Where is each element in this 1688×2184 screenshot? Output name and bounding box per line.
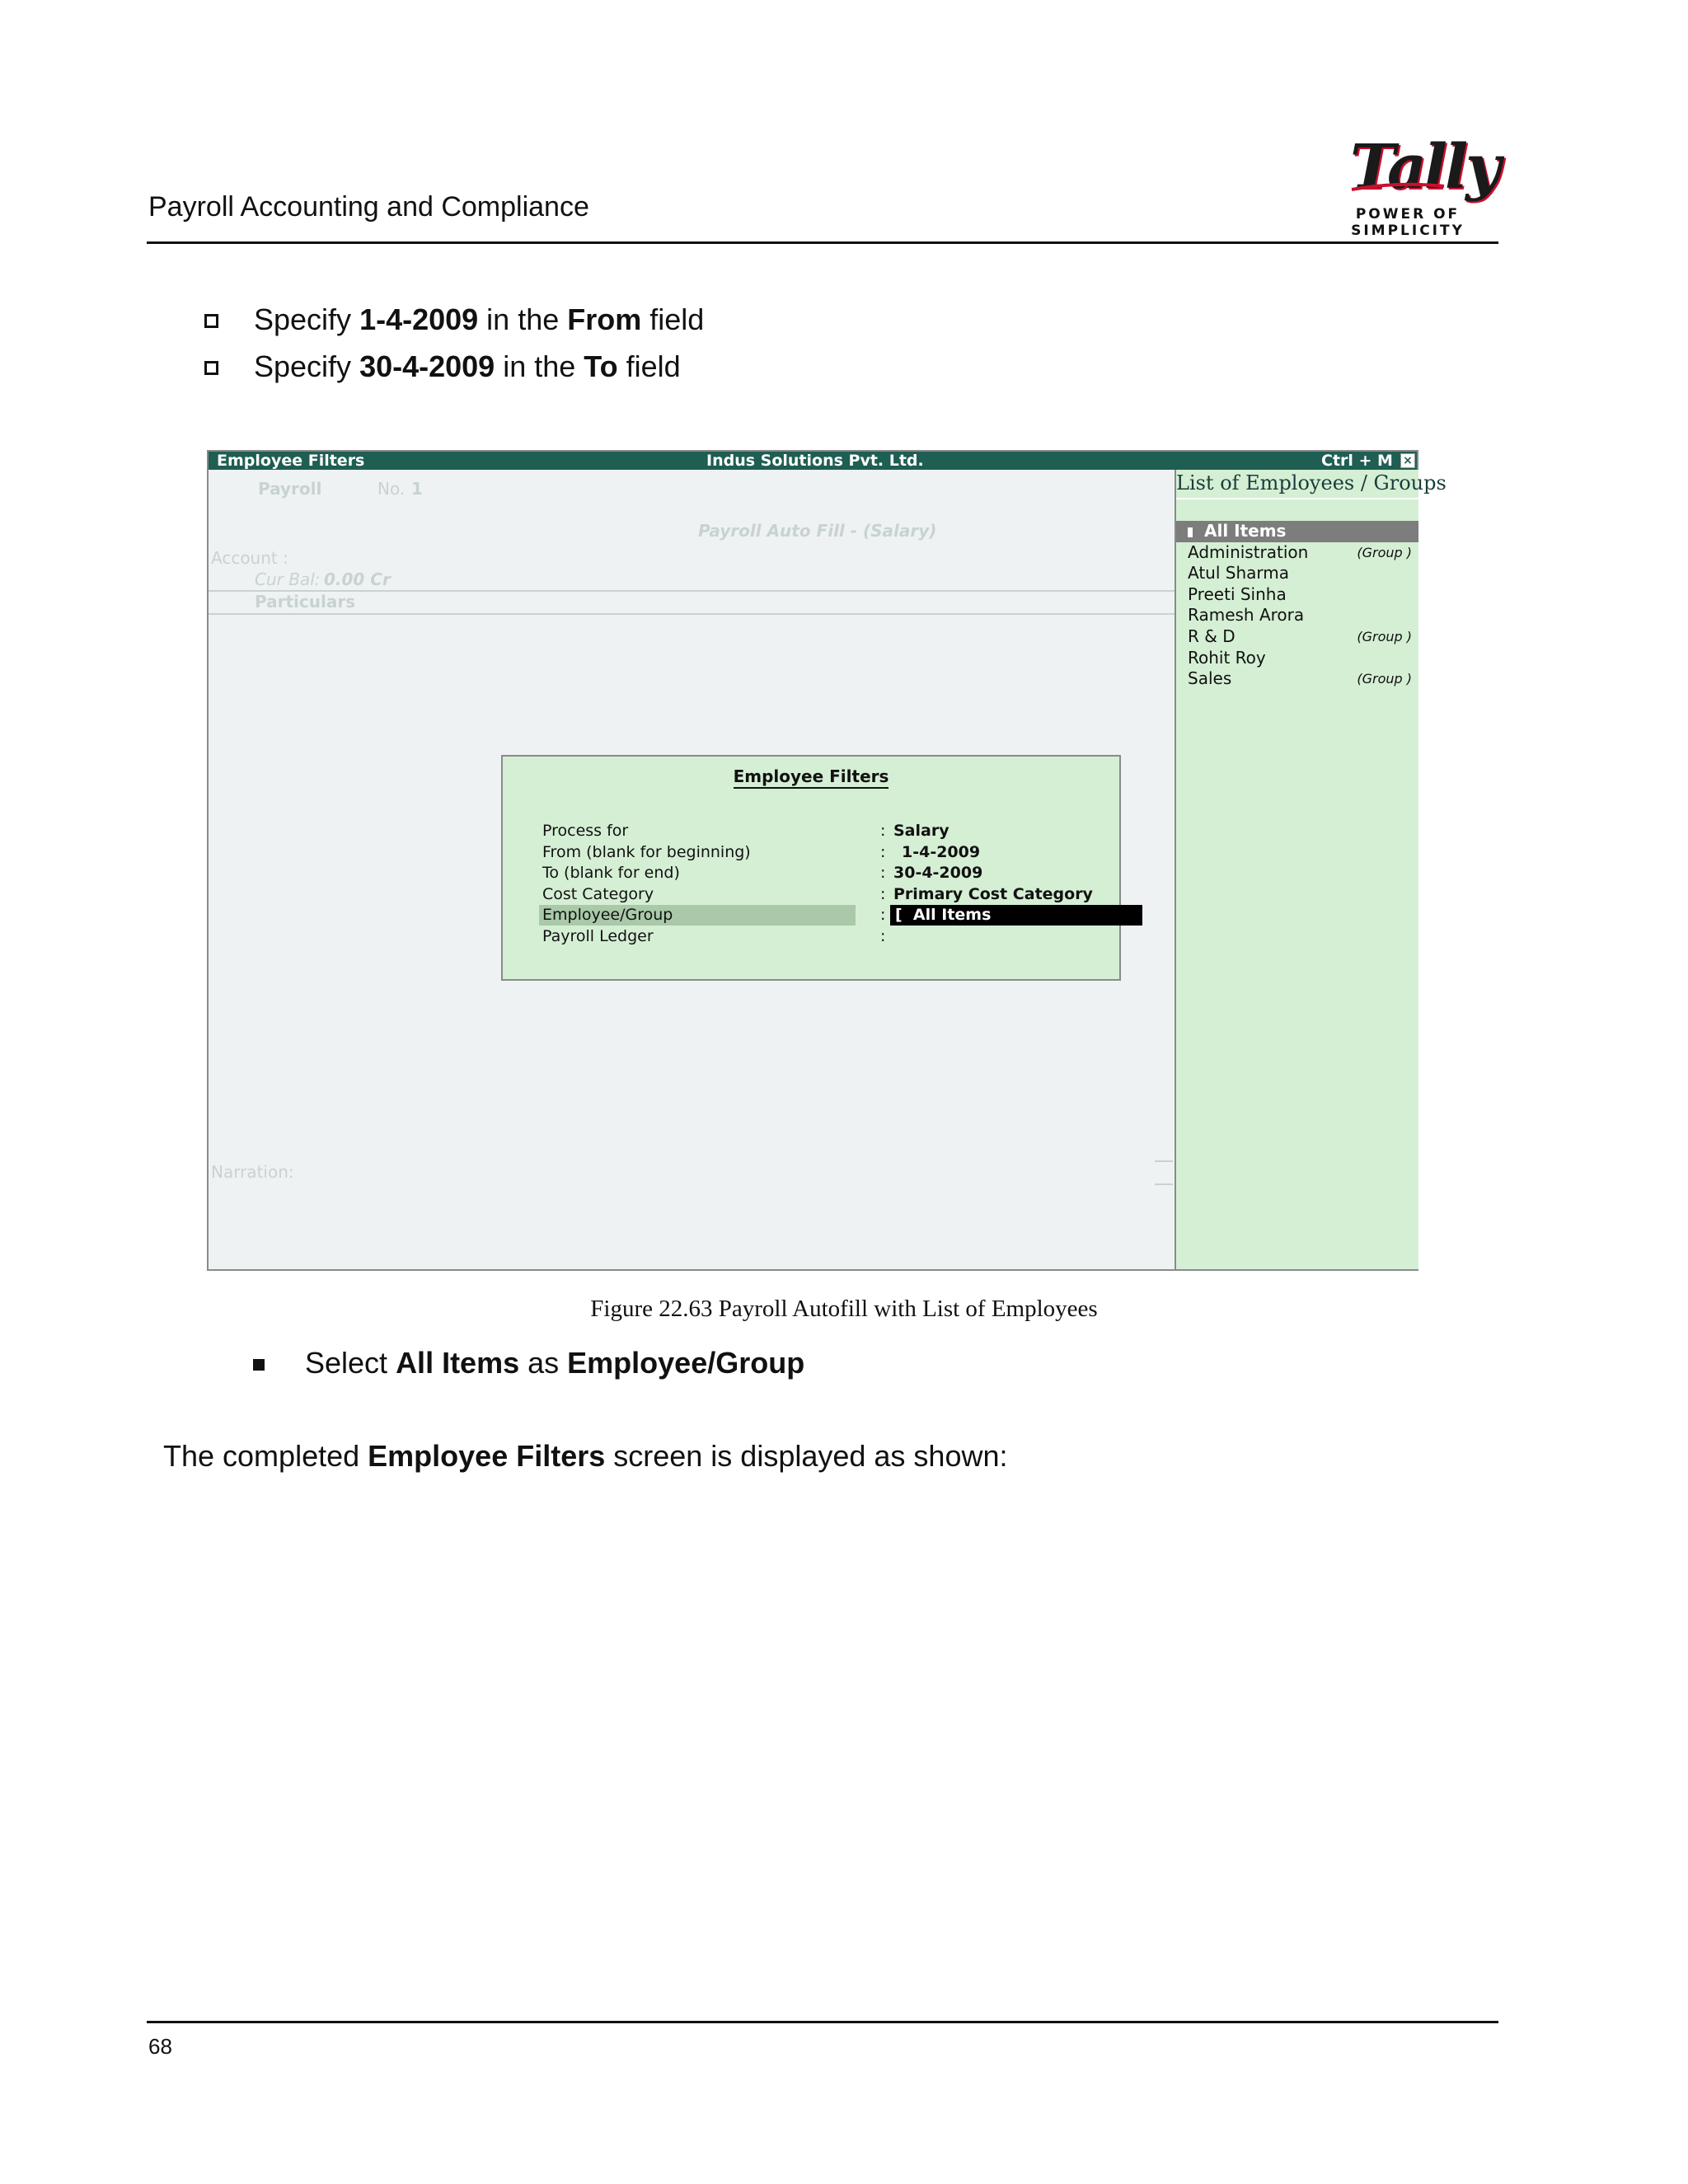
company-name: Indus Solutions Pvt. Ltd.	[706, 452, 924, 470]
close-icon[interactable]: ×	[1400, 453, 1415, 468]
page-number: 68	[148, 2034, 172, 2059]
field-label: From (blank for beginning)	[542, 842, 751, 861]
particulars-label: Particulars	[255, 592, 356, 612]
narration-label: Narration:	[211, 1162, 294, 1182]
field-from-date[interactable]: From (blank for beginning) : 1-4-2009	[536, 842, 1113, 864]
field-value: Salary	[893, 822, 950, 840]
figure-caption: Figure 22.63 Payroll Autofill with List of Employees	[590, 1296, 1098, 1322]
hollow-square-bullet-icon	[204, 361, 218, 375]
voucher-no-value: 1	[411, 479, 423, 499]
account-label: Account :	[211, 548, 288, 568]
instruction-item: Specify 1-4-2009 in the From field	[204, 298, 704, 345]
field-label: Payroll Ledger	[542, 926, 654, 945]
field-employee-group[interactable]: Employee/Group : [ All Items	[536, 905, 1113, 926]
field-value: 30-4-2009	[893, 864, 983, 882]
tally-screen	[207, 450, 1447, 1271]
particulars-bottom-rule	[209, 613, 1175, 615]
filter-fields	[536, 821, 1113, 947]
field-process-for[interactable]: Process for : Salary	[536, 821, 1113, 842]
field-label: Cost Category	[542, 884, 654, 903]
body-paragraph: The completed Employee Filters screen is displayed as shown:	[163, 1439, 1008, 1473]
dialog-title: Employee Filters	[503, 766, 1119, 786]
list-item[interactable]: Administration (Group )	[1188, 541, 1412, 562]
list-panel-title: List of Employees / Groups	[1176, 470, 1418, 499]
group-tag: (Group )	[1357, 671, 1412, 687]
logo-tagline: POWER OF SIMPLICITY	[1351, 206, 1465, 239]
field-label: Process for	[542, 822, 629, 840]
list-item[interactable]: Atul Sharma	[1188, 563, 1289, 583]
list-item-all-items[interactable]: All Items	[1176, 521, 1418, 542]
field-label: To (blank for end)	[542, 864, 680, 882]
field-value: Primary Cost Category	[893, 884, 1093, 903]
selection-marker-icon	[1188, 527, 1193, 537]
filled-square-bullet-icon	[253, 1359, 265, 1371]
total-rule-bottom	[1155, 1183, 1173, 1185]
field-value-selected[interactable]: [ All Items	[890, 905, 1142, 926]
logo-wordmark: Tally	[1350, 132, 1499, 203]
shortcut-hint: Ctrl + M	[1321, 452, 1393, 470]
tally-logo	[1309, 132, 1507, 239]
list-item[interactable]: Rohit Roy	[1188, 647, 1266, 668]
field-cost-category[interactable]: Cost Category : Primary Cost Category	[536, 884, 1113, 906]
header-divider	[147, 241, 1498, 244]
total-rule-top	[1155, 1160, 1173, 1162]
instruction-list	[204, 298, 704, 392]
screen-titlebar	[209, 452, 1417, 470]
group-tag: (Group )	[1357, 628, 1412, 644]
group-tag: (Group )	[1357, 544, 1412, 560]
instruction-item: Specify 30-4-2009 in the To field	[204, 345, 704, 392]
list-item[interactable]: Ramesh Arora	[1188, 605, 1305, 626]
employee-list-panel	[1175, 470, 1447, 1269]
list-item[interactable]: R & D (Group )	[1188, 626, 1412, 646]
screen-title: Employee Filters	[217, 452, 365, 470]
cur-bal-label: Cur Bal:	[255, 569, 321, 589]
hollow-square-bullet-icon	[204, 314, 218, 328]
list-item[interactable]: Sales (Group )	[1188, 668, 1412, 689]
list-item[interactable]: Preeti Sinha	[1188, 583, 1287, 604]
field-to-date[interactable]: To (blank for end) : 30-4-2009	[536, 863, 1113, 884]
text-cursor-icon: [	[895, 906, 903, 924]
employee-list	[1176, 521, 1418, 690]
page-header-title: Payroll Accounting and Compliance	[148, 191, 589, 223]
logo-swoosh-icon	[1352, 183, 1444, 191]
field-payroll-ledger[interactable]: Payroll Ledger :	[536, 926, 1113, 948]
voucher-type: Payroll	[258, 479, 322, 499]
employee-filters-dialog	[501, 755, 1121, 981]
voucher-no-label: No.	[377, 479, 406, 499]
field-label: Employee/Group	[539, 905, 856, 926]
instruction-select: Select All Items as Employee/Group	[305, 1346, 805, 1380]
autofill-title: Payroll Auto Fill - (Salary)	[698, 521, 937, 541]
cur-bal-value: 0.00 Cr	[324, 569, 391, 589]
footer-divider	[147, 2021, 1498, 2023]
field-value: 1-4-2009	[902, 842, 981, 861]
